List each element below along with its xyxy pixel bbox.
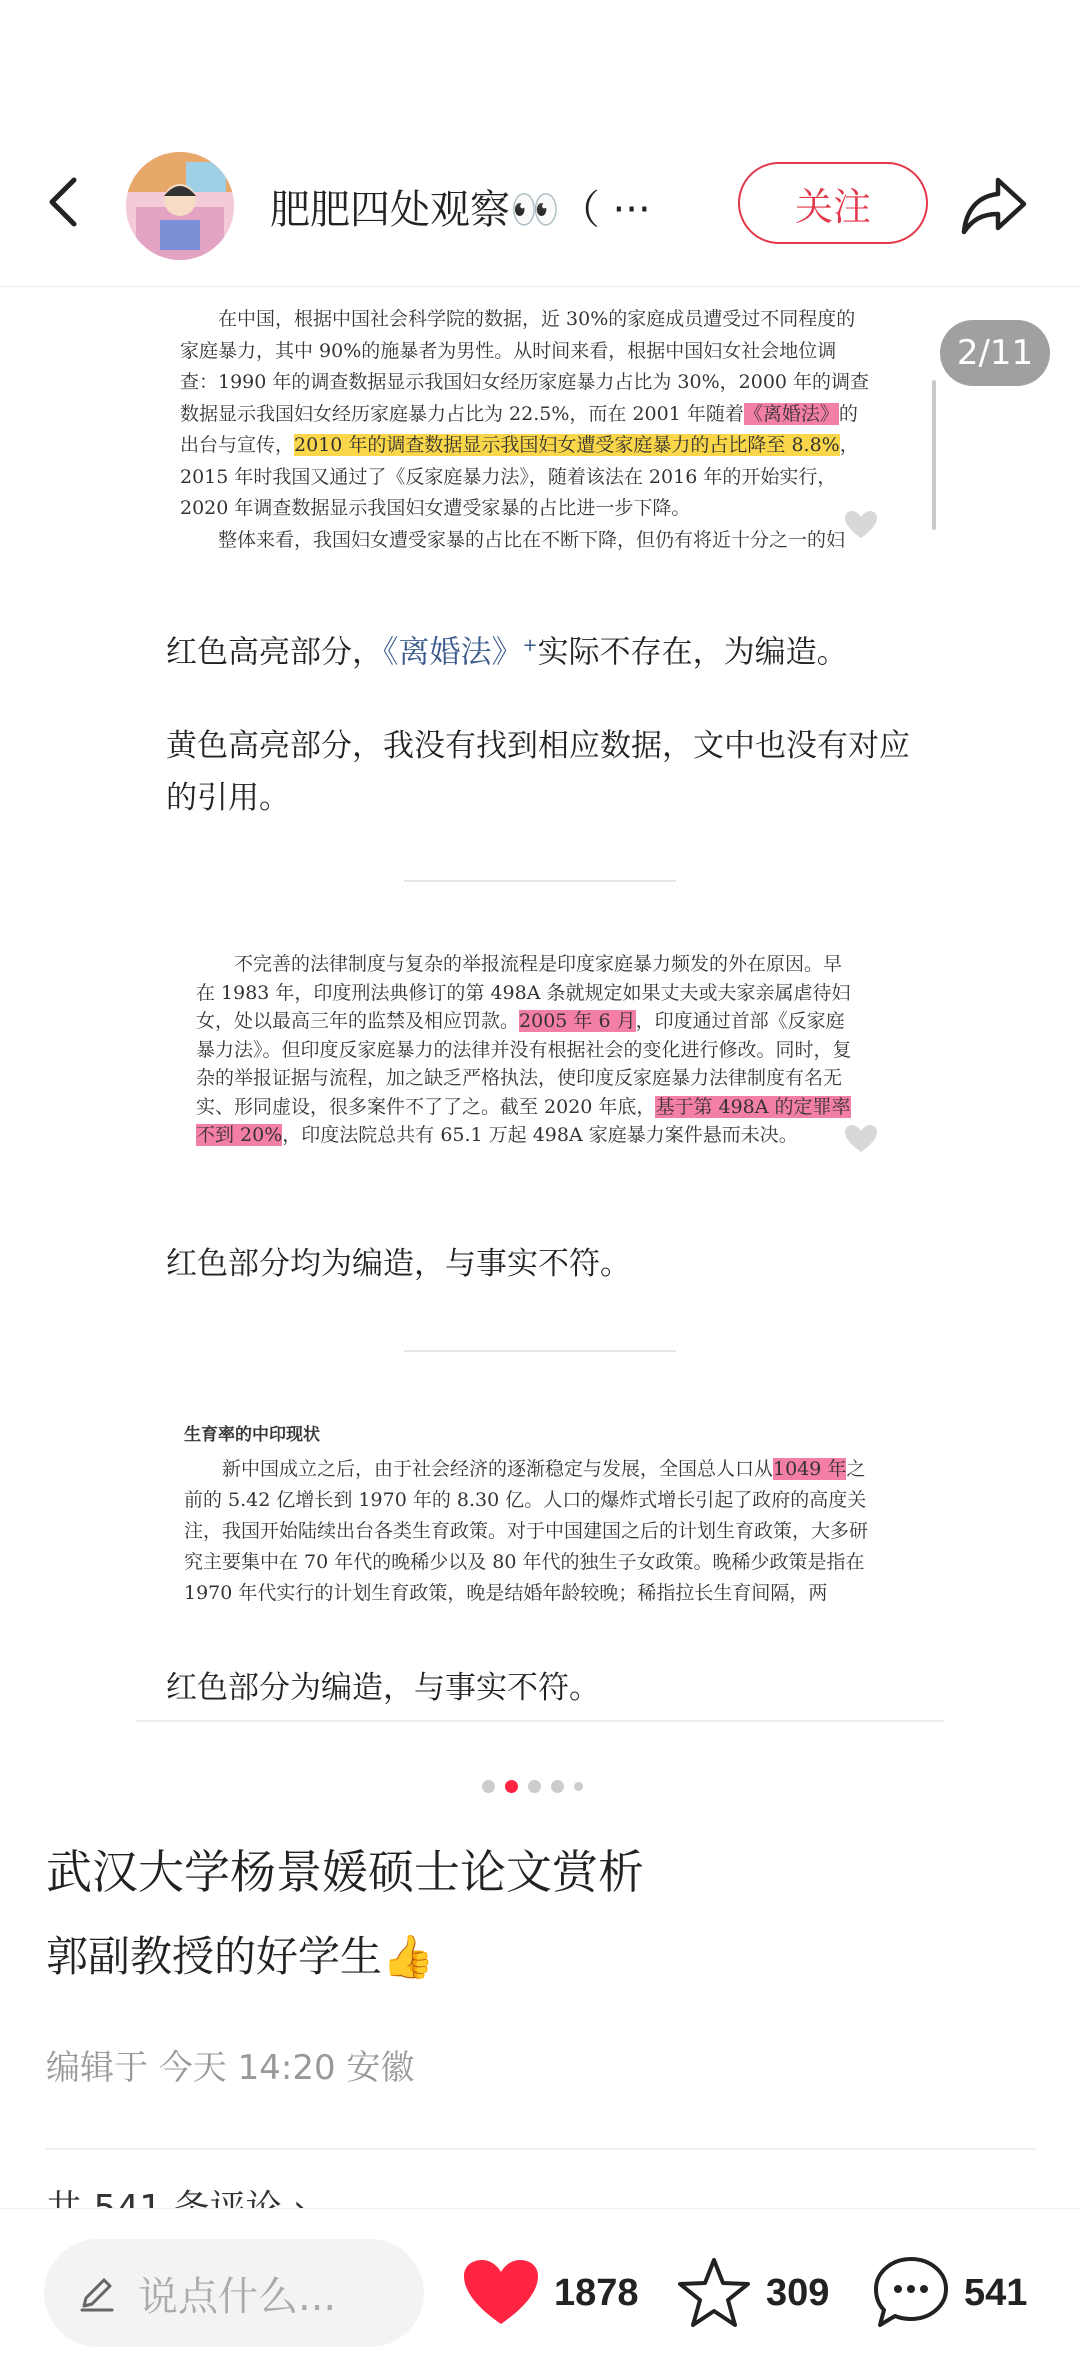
comment-button[interactable] (872, 2253, 1027, 2333)
thesis-excerpt-3 (184, 1420, 874, 1650)
heart-icon[interactable] (844, 510, 878, 540)
follow-button[interactable]: 关注 (738, 162, 928, 244)
back-button[interactable] (38, 170, 94, 234)
like-button[interactable] (462, 2253, 639, 2333)
post-title: 武汉大学杨景媛硕士论文赏析 (46, 1845, 644, 1899)
thesis-excerpt-1 (180, 304, 872, 574)
avatar-image (126, 152, 234, 260)
keyword-link-plus: + (522, 635, 538, 656)
scroll-thumb (932, 380, 936, 530)
chevron-left-icon (38, 170, 94, 234)
favorite-button[interactable] (676, 2253, 829, 2333)
highlight-pink: 2005 年 6 月 (519, 1010, 636, 1032)
keyword-link[interactable]: 《离婚法》 (383, 634, 523, 671)
caption-1b: 黄色高亮部分，我没有找到相应数据，文中也没有对应的引用。 (166, 728, 910, 816)
section-divider (404, 880, 676, 882)
page-indicator: 2/11 (940, 320, 1050, 386)
image-bottom-edge (136, 1720, 944, 1722)
heart-icon[interactable] (844, 1124, 878, 1154)
heart-icon (462, 2258, 540, 2328)
excerpt-text: 不完善的法律制度与复杂的举报流程是印度家庭暴力频发的外在原因。早在 1983 年，印度刑法典修订的第 498A 条就规定如果丈夫或夫家亲属虐待妇女，处以最高三年的监禁及相应罚款。 (196, 953, 851, 1032)
section-divider (404, 1350, 676, 1352)
highlight-yellow: 2010 年的调查数据显示我国妇女遭受家庭暴力的占比降至 8.8% (294, 434, 840, 456)
favorite-count: 309 (766, 2271, 830, 2314)
share-icon (958, 170, 1030, 240)
highlight-pink: 1049 年 (773, 1457, 847, 1480)
like-count: 1878 (554, 2271, 639, 2314)
comment-bubble-icon (872, 2255, 950, 2331)
carousel-dot[interactable] (482, 1780, 495, 1793)
excerpt-paragraph (180, 304, 872, 525)
excerpt-paragraph (196, 950, 852, 1150)
thesis-excerpt-2 (196, 950, 852, 1180)
excerpt-paragraph: 整体来看，我国妇女遭受家暴的占比在不断下降，但仍有将近十分之一的妇 (218, 528, 846, 551)
highlight-pink: 《离婚法》 (743, 402, 839, 425)
caption-2: 红色部分均为编造，与事实不符。 (166, 1246, 631, 1282)
post-subtitle: 郭副教授的好学生👍 (46, 1932, 435, 1981)
content-divider (46, 2148, 1036, 2150)
author-name[interactable]: 肥肥四处观察👀（ ··· (270, 187, 651, 233)
excerpt-text: ，印度通过首部《反家庭暴力法》。但印度反家庭暴力的法律并没有根据社会的变化进行修改。同时，复杂的举报证据与流程，加之缺乏严格执法，使印度反家庭暴力法律制度有名无实、形同虚设，很多案件不了了之。截至 2020 年底， (196, 1010, 852, 1118)
caption-text: 实际不存在，为编造。 (537, 634, 848, 671)
excerpt-text: ，2015 年时我国又通过了《反家庭暴力法》，随着该法在 2016 年的开始实行，2020 年调查数据显示我国妇女遭受家暴的占比进一步下降。 (180, 434, 859, 519)
pencil-icon (76, 2272, 118, 2314)
bottom-action-bar (0, 2208, 1080, 2376)
comment-placeholder: 说点什么... (138, 2273, 337, 2320)
carousel-dot[interactable] (551, 1780, 564, 1793)
caption-text: 红色高亮部分， (166, 634, 383, 671)
caption-1a (166, 620, 926, 678)
post-meta: 编辑于 今天 14:20 安徽 (46, 2048, 415, 2088)
highlight-pink: 基于第 498A 的定罪率不到 20% (196, 1095, 851, 1146)
excerpt-text: ，印度法院总共有 65.1 万起 498A 家庭暴力案件悬而未决。 (282, 1124, 798, 1146)
star-icon (676, 2256, 752, 2330)
carousel-dot-active[interactable] (505, 1780, 518, 1793)
excerpt-text: 的出台与宣传， (180, 402, 858, 456)
carousel-dot[interactable] (574, 1782, 583, 1791)
caption-3: 红色部分为编造，与事实不符。 (166, 1670, 600, 1706)
author-avatar[interactable] (126, 152, 234, 260)
comment-count: 541 (964, 2271, 1028, 2314)
excerpt-text: 之前的 5.42 亿增长到 1970 年的 8.30 亿。人口的爆炸式增长引起了政府的高度关注，我国开始陆续出台各类生育政策。对于中国建国之后的计划生育政策，大多研究主要集中在 70 年代的晚稀少以及 80 年代的独生子女政策。晚稀少政策是指在 1970 年代实行的计划生育政策，晚是结婚年龄较晚；稀指拉长生育间隔，两 (184, 1457, 869, 1604)
share-button[interactable] (958, 170, 1030, 240)
image-carousel[interactable] (0, 290, 1080, 1720)
excerpt-heading: 生育率的中印现状 (184, 1425, 320, 1445)
carousel-dots (482, 1780, 583, 1792)
excerpt-paragraph (184, 1454, 874, 1609)
header-divider (0, 286, 1080, 287)
excerpt-text: 新中国成立之后，由于社会经济的逐渐稳定与发展，全国总人口从 (222, 1457, 774, 1480)
excerpt-text: 在中国，根据中国社会科学院的数据，近 30%的家庭成员遭受过不同程度的家庭暴力，其中 90%的施暴者为男性。从时间来看，根据中国妇女社会地位调查：1990 年的调查数据显示我国妇女经历家庭暴力占比为 30%，2000 年的调查数据显示我国妇女经历家庭暴力占比为 22.5%，而在 2001 年随着 (180, 308, 870, 425)
carousel-dot[interactable] (528, 1780, 541, 1793)
top-nav-bar (0, 130, 1080, 280)
comment-input[interactable] (44, 2239, 424, 2347)
